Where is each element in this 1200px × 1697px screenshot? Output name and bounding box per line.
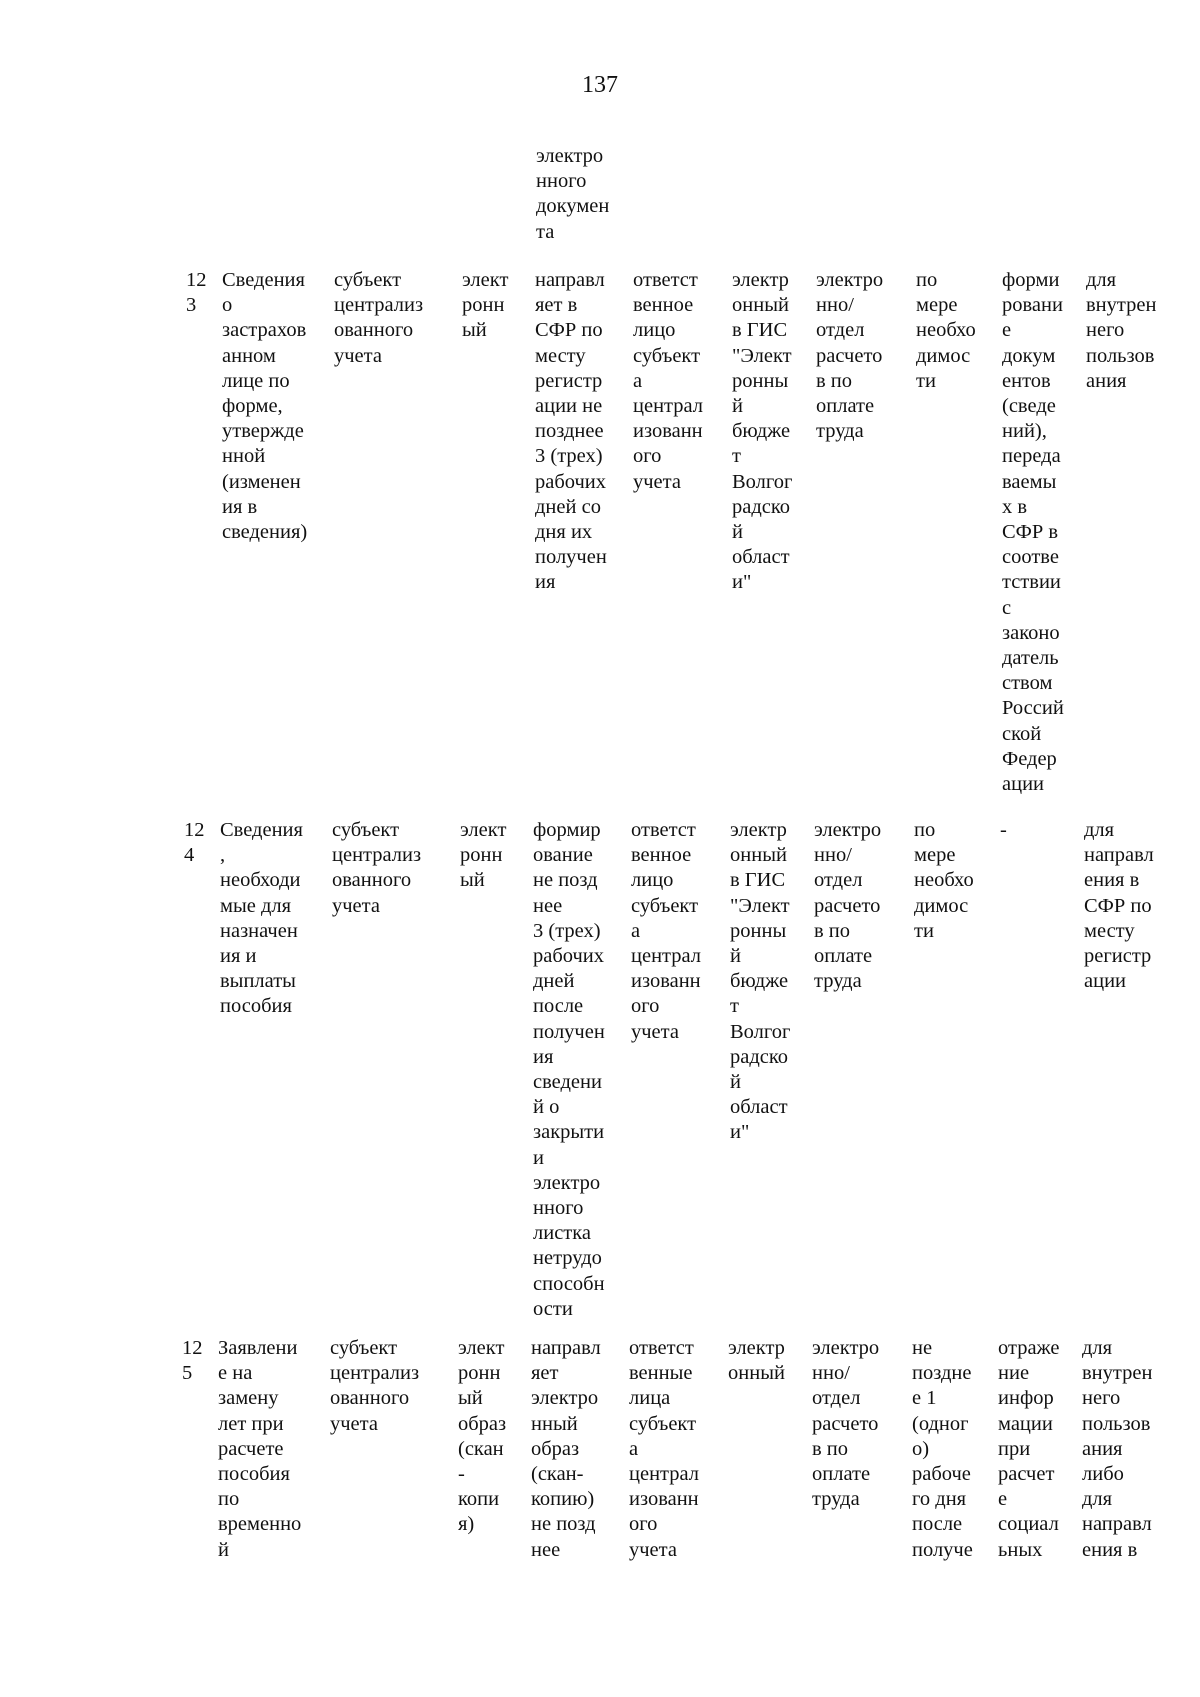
- text-line: ответст: [633, 269, 698, 291]
- text-line: электро: [812, 1337, 880, 1359]
- cell-source: [330, 1336, 419, 1437]
- text-line: (одног: [912, 1412, 969, 1435]
- text-line: в ГИС: [730, 869, 786, 892]
- text-line: я): [458, 1513, 475, 1536]
- cell-form: [458, 1336, 506, 1538]
- text-line: ого: [629, 1513, 658, 1536]
- text-line: венное: [633, 294, 694, 317]
- text-line: а: [629, 1437, 639, 1460]
- cell-form: [462, 268, 508, 344]
- text-line: для: [1084, 819, 1115, 841]
- cell-responsible: [629, 1336, 699, 1563]
- text-line: пособия: [218, 1463, 290, 1486]
- text-line: нетрудо: [533, 1247, 602, 1270]
- cell-procedure: [1000, 818, 1007, 843]
- text-line: лицо: [631, 869, 674, 892]
- text-line: и: [533, 1146, 544, 1169]
- text-line: ской: [1002, 722, 1042, 745]
- carryover-cell: [536, 144, 636, 245]
- text-line: по: [916, 269, 938, 291]
- text-line: ия: [535, 571, 556, 594]
- text-line: изованн: [629, 1488, 699, 1511]
- text-line: расчето: [816, 344, 883, 367]
- text-line: направл: [535, 269, 605, 291]
- text-line: расчете: [218, 1437, 284, 1460]
- text-line: электро: [816, 269, 884, 291]
- text-line: -: [458, 1463, 465, 1486]
- text-line: ьных: [998, 1538, 1043, 1561]
- text-line: ия в: [222, 495, 258, 518]
- cell-name: [222, 268, 307, 545]
- text-line: онный: [728, 1362, 785, 1385]
- text-line: онный: [730, 844, 787, 867]
- text-line: регистр: [1084, 945, 1152, 968]
- text-line: дней: [533, 970, 575, 993]
- text-line: а: [631, 919, 641, 942]
- text-line: радско: [732, 495, 791, 518]
- text-line: димос: [916, 344, 971, 367]
- text-line: социал: [998, 1513, 1059, 1536]
- text-line: СФР в: [1002, 521, 1059, 544]
- text-line: 3 (трех): [533, 919, 601, 942]
- text-line: элект: [462, 269, 509, 291]
- text-line: для: [1086, 269, 1117, 291]
- page-number: 137: [582, 72, 618, 98]
- text-line: получен: [535, 546, 607, 569]
- text-line: отдел: [816, 319, 865, 342]
- text-line: й: [730, 945, 741, 968]
- cell-recipient: [814, 818, 881, 994]
- text-line: ый: [460, 869, 485, 892]
- cell-period: [912, 1336, 973, 1563]
- text-line: отдел: [812, 1387, 861, 1410]
- text-line: яет в: [535, 294, 578, 317]
- text-line: й: [218, 1538, 229, 1561]
- text-line: нее: [531, 1538, 561, 1561]
- text-line: направл: [1084, 844, 1154, 867]
- text-line: о): [912, 1437, 930, 1460]
- text-line: 4: [184, 844, 195, 867]
- text-line: централ: [633, 395, 704, 418]
- text-line: го дня: [912, 1488, 967, 1511]
- text-line: утвержде: [222, 420, 304, 443]
- text-line: ия и: [220, 945, 257, 968]
- text-line: ованного: [334, 319, 414, 342]
- text-line: изованн: [631, 970, 701, 993]
- text-line: временно: [218, 1513, 302, 1536]
- text-line: ентов: [1002, 369, 1051, 392]
- text-line: расчето: [812, 1412, 879, 1435]
- text-line: ый: [462, 319, 487, 342]
- cell-period: [914, 818, 974, 944]
- text-line: мере: [916, 294, 958, 317]
- text-line: и": [730, 1121, 750, 1144]
- text-line: труда: [814, 970, 862, 993]
- text-line: 3: [186, 294, 197, 317]
- cell-system: [728, 1336, 785, 1386]
- text-line: сведени: [533, 1071, 602, 1094]
- text-line: учета: [629, 1538, 677, 1561]
- text-line: Волгог: [730, 1020, 791, 1043]
- text-line: него: [1082, 1387, 1121, 1410]
- cell-source: [334, 268, 423, 369]
- text-line: закрыти: [533, 1121, 605, 1144]
- text-line: -: [1000, 819, 1007, 841]
- text-line: субъект: [629, 1412, 697, 1435]
- text-line: централиз: [334, 294, 424, 317]
- text-line: 5: [182, 1362, 193, 1385]
- text-line: лицо: [633, 319, 676, 342]
- text-line: субъект: [334, 269, 402, 291]
- text-line: дня их: [535, 521, 593, 544]
- text-line: бюдже: [732, 420, 791, 443]
- text-line: копи: [458, 1488, 500, 1511]
- text-line: регистр: [535, 369, 603, 392]
- cell-purpose: [1082, 1336, 1152, 1563]
- text-line: Сведения: [222, 269, 305, 291]
- text-line: (скан-: [531, 1463, 584, 1486]
- text-line: в ГИС: [732, 319, 788, 342]
- cell-name: [218, 1336, 301, 1563]
- cell-responsible: [633, 268, 703, 495]
- text-line: докум: [1002, 344, 1056, 367]
- text-line: Заявлени: [218, 1337, 298, 1359]
- text-line: оплате: [812, 1463, 871, 1486]
- cell-action: [533, 818, 605, 1322]
- text-line: ения в: [1082, 1538, 1138, 1561]
- text-line: ответст: [629, 1337, 694, 1359]
- text-line: дней со: [535, 495, 601, 518]
- text-line: е на: [218, 1362, 253, 1385]
- cell-system: [732, 268, 792, 596]
- text-line: й: [730, 1071, 741, 1094]
- text-line: ний),: [1002, 420, 1047, 443]
- text-line: учета: [330, 1412, 378, 1435]
- text-line: труда: [816, 420, 864, 443]
- cell-purpose: [1086, 268, 1156, 394]
- text-line: формир: [533, 819, 601, 841]
- text-line: труда: [812, 1488, 860, 1511]
- text-line: ации: [1002, 773, 1045, 796]
- text-line: оплате: [814, 945, 873, 968]
- text-line: позднее: [535, 420, 604, 443]
- cell-num: [182, 1336, 203, 1386]
- cell-source: [332, 818, 421, 919]
- text-line: учета: [334, 344, 382, 367]
- text-line: не позд: [531, 1513, 596, 1536]
- text-line: необходи: [220, 869, 301, 892]
- text-line: по: [218, 1488, 240, 1511]
- cell-action: [531, 1336, 601, 1563]
- text-line: электр: [732, 269, 789, 291]
- cell-name: [220, 818, 303, 1020]
- text-line: Федер: [1002, 747, 1057, 770]
- text-line: рабочих: [533, 945, 605, 968]
- cell-period: [916, 268, 976, 394]
- text-line: Россий: [1002, 697, 1064, 720]
- cell-recipient: [816, 268, 883, 444]
- text-line: (скан: [458, 1437, 504, 1460]
- text-line: назначен: [220, 919, 298, 942]
- text-line: бюдже: [730, 970, 789, 993]
- text-line: мере: [914, 844, 956, 867]
- text-line: пользов: [1082, 1412, 1151, 1435]
- text-line: учета: [631, 1020, 679, 1043]
- text-line: соотве: [1002, 546, 1059, 569]
- text-line: и": [732, 571, 752, 594]
- text-line: в по: [814, 919, 851, 942]
- text-line: выплаты: [220, 970, 296, 993]
- text-line: поздне: [912, 1362, 972, 1385]
- text-line: ством: [1002, 672, 1053, 695]
- text-line: образ: [531, 1437, 580, 1460]
- text-line: о: [222, 294, 233, 317]
- cell-num: [184, 818, 205, 868]
- text-line: необхо: [914, 869, 974, 892]
- text-line: способн: [533, 1272, 605, 1295]
- text-line: ти: [914, 919, 934, 942]
- text-line: инфор: [998, 1387, 1054, 1410]
- text-line: ронн: [458, 1362, 501, 1385]
- text-line: датель: [1002, 647, 1059, 670]
- text-line: СФР по: [1084, 894, 1152, 917]
- text-line: ого: [631, 995, 660, 1018]
- cell-procedure: [998, 1336, 1060, 1563]
- text-line: застрахов: [222, 319, 307, 342]
- text-line: при: [998, 1437, 1031, 1460]
- text-line: электро: [531, 1387, 599, 1410]
- text-line: анном: [222, 344, 276, 367]
- text-line: электр: [728, 1337, 785, 1359]
- text-line: й: [732, 521, 743, 544]
- text-line: нного: [533, 1197, 584, 1220]
- text-line: получен: [533, 1020, 605, 1043]
- cell-responsible: [631, 818, 701, 1045]
- cell-form: [460, 818, 506, 894]
- text-line: ания: [1082, 1437, 1123, 1460]
- text-line: ого: [633, 445, 662, 468]
- text-line: димос: [914, 894, 969, 917]
- text-line: 3 (трех): [535, 445, 603, 468]
- text-line: необхо: [916, 319, 976, 342]
- text-line: яет: [531, 1362, 559, 1385]
- text-line: 12: [182, 1337, 203, 1359]
- text-line: копию): [531, 1488, 595, 1511]
- text-line: расчет: [998, 1463, 1055, 1486]
- text-line: докумен: [536, 195, 610, 218]
- text-line: е: [998, 1488, 1008, 1511]
- text-line: электр: [730, 819, 787, 841]
- text-line: субъект: [633, 344, 701, 367]
- text-line: ронн: [462, 294, 505, 317]
- text-line: централ: [631, 945, 702, 968]
- text-line: централиз: [332, 844, 422, 867]
- text-line: законо: [1002, 621, 1060, 644]
- text-line: нной: [222, 445, 266, 468]
- text-line: ,: [220, 844, 226, 867]
- text-line: "Элект: [730, 894, 790, 917]
- text-line: т: [730, 995, 739, 1018]
- text-line: субъект: [631, 894, 699, 917]
- text-line: а: [633, 369, 643, 392]
- text-line: не: [912, 1337, 933, 1359]
- text-line: ации не: [535, 395, 603, 418]
- text-line: мации: [998, 1412, 1053, 1435]
- text-line: та: [536, 220, 555, 243]
- text-line: ации: [1084, 970, 1127, 993]
- text-line: ания: [1086, 369, 1127, 392]
- text-line: х в: [1002, 495, 1028, 518]
- text-line: е 1: [912, 1387, 937, 1410]
- text-line: учета: [332, 894, 380, 917]
- text-line: област: [730, 1096, 788, 1119]
- text-line: нно/: [814, 844, 852, 867]
- text-line: ованного: [332, 869, 412, 892]
- text-line: ения в: [1084, 869, 1140, 892]
- text-line: (изменен: [222, 470, 301, 493]
- text-line: месту: [535, 344, 586, 367]
- text-line: в по: [816, 369, 853, 392]
- text-line: ответст: [631, 819, 696, 841]
- text-line: ронн: [460, 844, 503, 867]
- text-line: отдел: [814, 869, 863, 892]
- text-line: Волгог: [732, 470, 793, 493]
- text-line: нее: [533, 894, 563, 917]
- text-line: после: [533, 995, 584, 1018]
- text-line: замену: [218, 1387, 279, 1410]
- text-line: форми: [1002, 269, 1060, 291]
- text-line: ованного: [330, 1387, 410, 1410]
- text-line: электро: [536, 145, 604, 167]
- text-line: нно/: [816, 294, 854, 317]
- text-line: не позд: [533, 869, 598, 892]
- cell-num: [186, 268, 207, 318]
- cell-action: [535, 268, 607, 596]
- text-line: ровани: [1002, 294, 1063, 317]
- text-line: т: [732, 445, 741, 468]
- text-line: внутрен: [1082, 1362, 1153, 1385]
- text-line: отраже: [998, 1337, 1060, 1359]
- text-line: учета: [633, 470, 681, 493]
- text-line: й: [732, 395, 743, 418]
- text-line: нно/: [812, 1362, 850, 1385]
- text-line: в по: [812, 1437, 849, 1460]
- text-line: электро: [533, 1171, 601, 1194]
- text-line: рабочих: [535, 470, 607, 493]
- text-line: онный: [732, 294, 789, 317]
- text-line: ование: [533, 844, 593, 867]
- text-line: переда: [1002, 445, 1061, 468]
- cell-procedure: [1002, 268, 1064, 797]
- text-line: ти: [916, 369, 936, 392]
- text-line: ия: [533, 1045, 554, 1068]
- text-line: централиз: [330, 1362, 420, 1385]
- text-line: нный: [531, 1412, 578, 1435]
- text-line: пособия: [220, 995, 292, 1018]
- text-line: получе: [912, 1538, 973, 1561]
- text-line: для: [1082, 1488, 1113, 1511]
- text-line: радско: [730, 1045, 789, 1068]
- text-line: лице по: [222, 369, 290, 392]
- text-line: форме,: [222, 395, 283, 418]
- cell-system: [730, 818, 790, 1146]
- text-line: лица: [629, 1387, 671, 1410]
- text-line: СФР по: [535, 319, 603, 342]
- text-line: (сведе: [1002, 395, 1056, 418]
- text-line: либо: [1082, 1463, 1124, 1486]
- text-line: 12: [184, 819, 205, 841]
- text-line: ронны: [732, 369, 789, 392]
- text-line: венные: [629, 1362, 693, 1385]
- text-line: ый: [458, 1387, 483, 1410]
- text-line: й о: [533, 1096, 560, 1119]
- text-line: Сведения: [220, 819, 303, 841]
- text-line: тствии: [1002, 571, 1061, 594]
- text-line: расчето: [814, 894, 881, 917]
- text-line: ронны: [730, 919, 787, 942]
- text-line: субъект: [330, 1337, 398, 1359]
- text-line: для: [1082, 1337, 1113, 1359]
- text-line: электро: [814, 819, 882, 841]
- text-line: мые для: [220, 894, 292, 917]
- text-line: изованн: [633, 420, 703, 443]
- cell-purpose: [1084, 818, 1154, 994]
- text-line: направл: [531, 1337, 601, 1359]
- text-line: ние: [998, 1362, 1030, 1385]
- text-line: централ: [629, 1463, 700, 1486]
- text-line: него: [1086, 319, 1125, 342]
- text-line: направл: [1082, 1513, 1152, 1536]
- text-line: по: [914, 819, 936, 841]
- text-line: оплате: [816, 395, 875, 418]
- text-line: е: [1002, 319, 1012, 342]
- text-line: после: [912, 1513, 963, 1536]
- cell-recipient: [812, 1336, 879, 1512]
- text-line: ости: [533, 1297, 573, 1320]
- text-line: рабоче: [912, 1463, 971, 1486]
- text-line: област: [732, 546, 790, 569]
- text-line: 12: [186, 269, 207, 291]
- text-line: нного: [536, 170, 587, 193]
- text-line: листка: [533, 1222, 592, 1245]
- text-line: ваемы: [1002, 470, 1057, 493]
- text-line: элект: [458, 1337, 505, 1359]
- text-line: венное: [631, 844, 692, 867]
- text-line: субъект: [332, 819, 400, 841]
- text-line: "Элект: [732, 344, 792, 367]
- text-line: элект: [460, 819, 507, 841]
- text-line: внутрен: [1086, 294, 1157, 317]
- text-line: с: [1002, 596, 1012, 619]
- text-line: лет при: [218, 1412, 284, 1435]
- text-line: образ: [458, 1412, 507, 1435]
- text-line: месту: [1084, 919, 1135, 942]
- text-line: пользов: [1086, 344, 1155, 367]
- text-line: сведения): [222, 521, 308, 544]
